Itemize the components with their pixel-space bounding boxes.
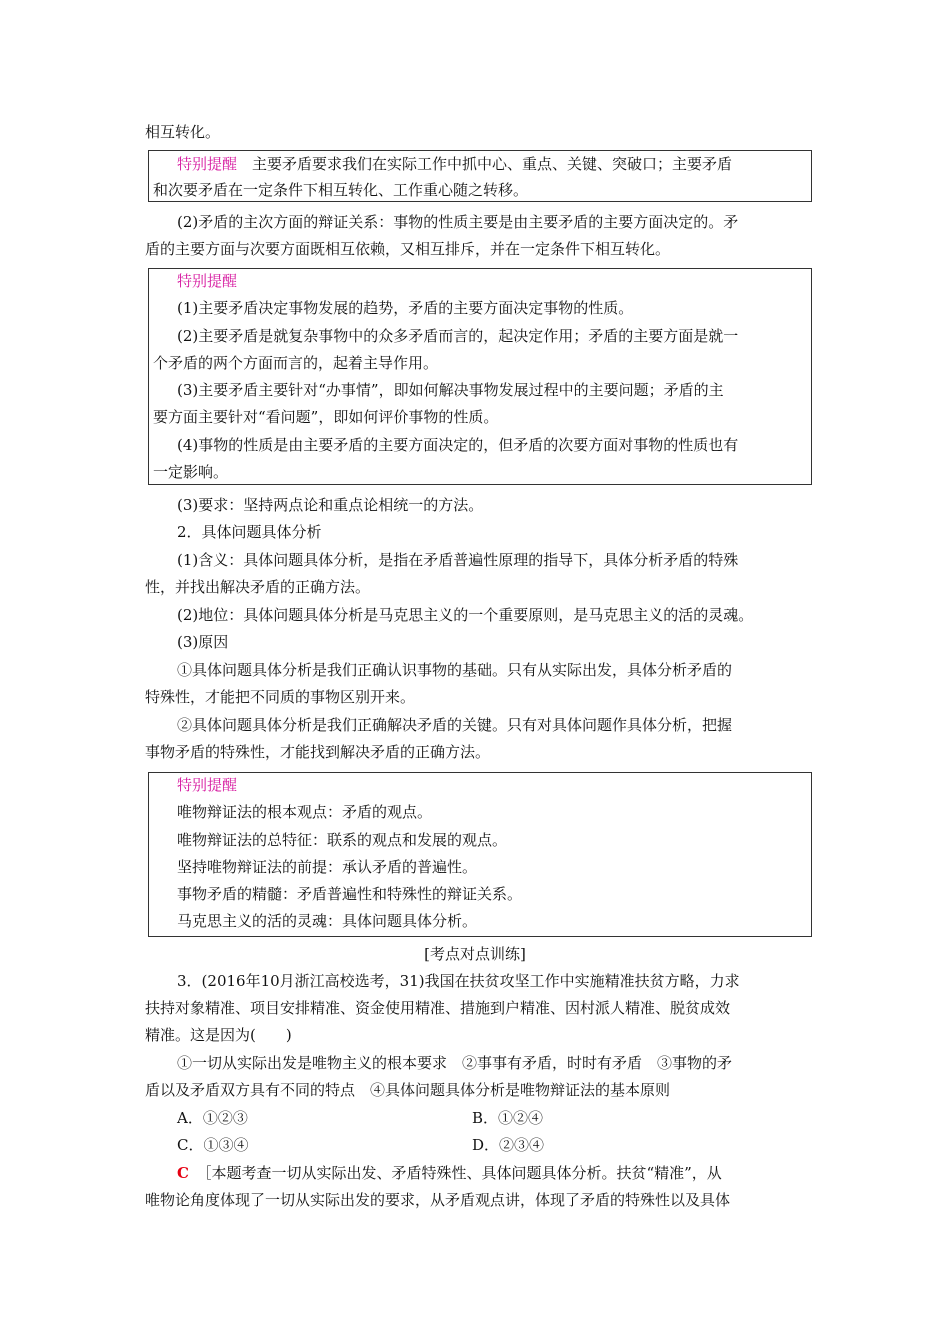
text-line: 性，并找出解决矛盾的正确方法。 [145,578,371,596]
text-line: 相互转化。 [145,123,221,141]
reminder-line: 马克思主义的活的灵魂：具体问题具体分析。 [177,912,478,930]
option-d: D．②③④ [472,1136,545,1154]
reminder-line: (4)事物的性质是由主要矛盾的主要方面决定的，但矛盾的次要方面对事物的性质也有 [177,436,739,454]
answer-line [177,1163,722,1183]
question-line: 扶持对象精准、项目安排精准、资金使用精准、措施到户精准、因村派人精准、脱贫成效 [145,999,731,1017]
reminder-label: 特别提醒 [177,776,238,794]
text-line: 事物矛盾的特殊性，才能找到解决矛盾的正确方法。 [145,743,491,761]
option-b: B．①②④ [472,1109,544,1127]
reminder-line: 事物矛盾的精髓：矛盾普遍性和特殊性的辩证关系。 [177,885,523,903]
reminder-box-2 [148,268,812,485]
text-line: ②具体问题具体分析是我们正确解决矛盾的关键。只有对具体问题作具体分析，把握 [177,716,733,734]
reminder-line: (3)主要矛盾主要针对“办事情”，即如何解决事物发展过程中的主要问题；矛盾的主 [177,381,724,399]
option-c: C．①③④ [177,1136,249,1154]
text-line: 盾的主要方面与次要方面既相互依赖，又相互排斥，并在一定条件下相互转化。 [145,240,671,258]
reminder-label: 特别提醒 [177,272,238,290]
text-line: 特殊性，才能把不同质的事物区别开来。 [145,688,416,706]
question-line: 3．(2016年10月浙江高校选考，31)我国在扶贫攻坚工作中实施精准扶贫方略，力求 [177,972,740,990]
reminder-line: 唯物辩证法的根本观点：矛盾的观点。 [177,803,433,821]
reminder-line: 一定影响。 [153,463,229,481]
question-statement: 盾以及矛盾双方具有不同的特点 ④具体问题具体分析是唯物辩证法的基本原则 [145,1081,671,1099]
answer-text: ［本题考查一切从实际出发、矛盾特殊性、具体问题具体分析。扶贫“精准”，从 [203,1164,722,1182]
text-line: (2)矛盾的主次方面的辩证关系：事物的性质主要是由主要矛盾的主要方面决定的。矛 [177,213,739,231]
text-line: ①具体问题具体分析是我们正确认识事物的基础。只有从实际出发，具体分析矛盾的 [177,661,733,679]
text-line: (1)含义：具体问题具体分析，是指在矛盾普遍性原理的指导下，具体分析矛盾的特殊 [177,551,739,569]
reminder-line: 坚持唯物辩证法的前提：承认矛盾的普遍性。 [177,858,478,876]
reminder-label: 特别提醒 [177,155,238,173]
section-heading: 2．具体问题具体分析 [177,523,322,541]
question-statement: ①一切从实际出发是唯物主义的根本要求 ②事事有矛盾，时时有矛盾 ③事物的矛 [177,1054,733,1072]
reminder-line: 个矛盾的两个方面而言的，起着主导作用。 [153,354,439,372]
reminder-line: 要方面主要针对“看问题”，即如何评价事物的性质。 [153,408,499,426]
reminder-line: 和次要矛盾在一定条件下相互转化、工作重心随之转移。 [153,181,529,199]
training-heading: [考点对点训练] [424,945,526,963]
text-line: (3)原因 [177,633,229,651]
reminder-line: (2)主要矛盾是就复杂事物中的众多矛盾而言的，起决定作用；矛盾的主要方面是就一 [177,327,739,345]
reminder-line: 唯物辩证法的总特征：联系的观点和发展的观点。 [177,831,508,849]
answer-letter: C [177,1164,189,1182]
option-a: A．①②③ [177,1109,248,1127]
text-line: (3)要求：坚持两点论和重点论相统一的方法。 [177,496,484,514]
text-line: (2)地位：具体问题具体分析是马克思主义的一个重要原则，是马克思主义的活的灵魂。 [177,606,754,624]
reminder-box-1 [148,150,812,202]
reminder-text: 主要矛盾要求我们在实际工作中抓中心、重点、关键、突破口；主要矛盾 [252,155,733,173]
reminder-line: (1)主要矛盾决定事物发展的趋势，矛盾的主要方面决定事物的性质。 [177,299,634,317]
answer-line: 唯物论角度体现了一切从实际出发的要求，从矛盾观点讲，体现了矛盾的特殊性以及具体 [145,1191,731,1209]
question-line: 精准。这是因为( ) [145,1026,292,1044]
reminder-line [177,154,732,174]
reminder-box-3 [148,772,812,937]
